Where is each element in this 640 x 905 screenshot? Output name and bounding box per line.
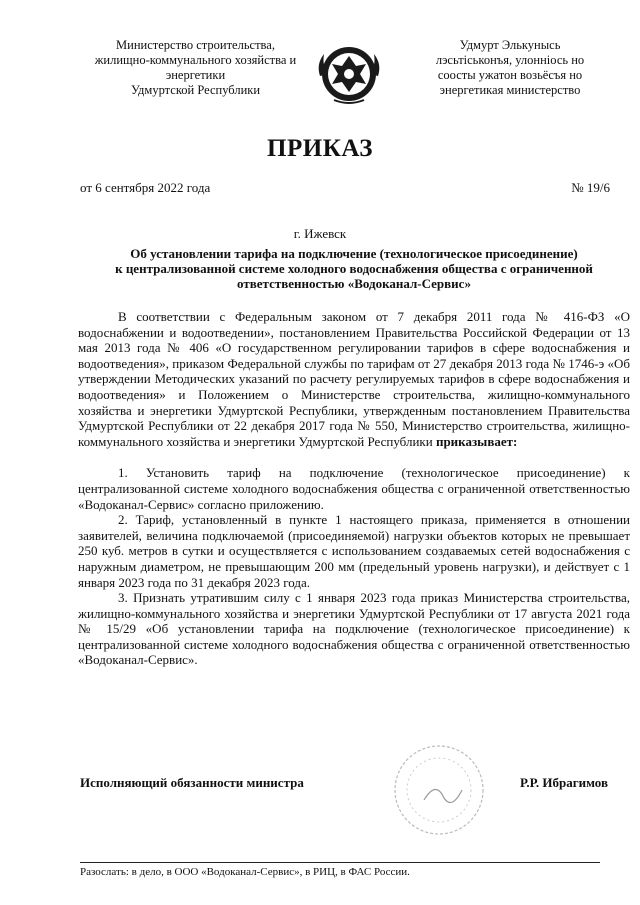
subject-line: к централизованной системе холодного водоснабжения общества с ограниченной — [115, 261, 593, 276]
signatory-name: Р.Р. Ибрагимов — [520, 775, 608, 790]
header-right-line: лэсьтiськонъя, улоннiось но — [435, 53, 585, 67]
subject-line: Об установлении тарифа на подключение (технологическое присоединение) — [130, 246, 578, 261]
header-left-line: жилищно-коммунального хозяйства и — [94, 53, 297, 67]
decree-word: приказывает: — [435, 433, 518, 449]
order-subject — [78, 246, 630, 291]
header-right-line: энергетикая министерство — [439, 83, 581, 97]
coat-of-arms-icon — [314, 42, 384, 106]
order-date: от 6 сентября 2022 года — [80, 180, 211, 195]
ministry-name-udmurt — [390, 38, 630, 98]
item-paragraph: 1. Установить тариф на подключение (технологическое присоединение) к централизованной системе холодного водоснабжения общества с ограниченной ответственностью «Водоканал-Сервис» согласно приложению. — [78, 465, 630, 512]
subject-line: ответственностью «Водоканал-Сервис» — [237, 276, 471, 291]
ministry-name-russian — [78, 38, 313, 98]
header-left-line: Удмуртской Республики — [130, 83, 261, 97]
document-title: ПРИКАЗ — [267, 135, 373, 162]
item-paragraph: 2. Тариф, установленный в пункте 1 настоящего приказа, применяется в отношении заявителей, величина подключаемой (присоединяемой) нагрузки объектов которых не превышает 250 куб. метров в сутки и осуществляется с использованием создаваемых сетей водоснабжения с наружным диаметром, не превышающим 200 мм (предельный уровень нагрузки), и действует с 1 января 2023 года по 31 декабря 2023 года. — [78, 512, 630, 590]
distribution-list: Разослать: в дело, в ООО «Водоканал-Сервис», в РИЦ, в ФАС России. — [80, 866, 410, 878]
official-stamp-icon — [384, 740, 494, 840]
preamble-paragraph — [78, 309, 630, 449]
header-right-line: Удмурт Элькунысь — [459, 38, 561, 52]
header-left-line: энергетики — [165, 68, 226, 82]
signatory-position: Исполняющий обязанности министра — [80, 775, 304, 790]
order-body — [78, 309, 630, 668]
header-right-line: соосты ужатон возьёсъя но — [437, 68, 583, 82]
preamble-text: В соответствии с Федеральным законом от 7 декабря 2011 года № 416-ФЗ «О водоснабжении и водоотведении», постановлением Правительства Российской Федерации от 13 мая 2013 года № 406 «О государственном регулировании тарифов в сфере водоснабжения и водоотведения», приказом Федеральной службы по тарифам от 27 декабря 2013 года № 1746-э «Об утверждении Методических указаний по расчету регулируемых тарифов в сфере водоснабжения и водоотведения» и Положением о Министерстве строительства, жилищно-коммунального хозяйства и энергетики Удмуртской Республики, утвержденным постановлением Правительства Удмуртской Республики от 22 декабря 2017 года № 550, Министерство строительства, жилищно-коммунального хозяйства и энергетики Удмуртской Республики — [78, 309, 630, 449]
footer-divider — [80, 862, 600, 863]
item-paragraph: 3. Признать утратившим силу с 1 января 2023 года приказ Министерства строительства, жилищно-коммунального хозяйства и энергетики Удмуртской Республики от 17 августа 2021 года № 15/29 «Об установлении тарифа на подключение (технологическое присоединение) к централизованной системе холодного водоснабжения общества с ограниченной ответственностью «Водоканал-Сервис». — [78, 590, 630, 668]
order-number: № 19/6 — [571, 180, 610, 195]
city: г. Ижевск — [293, 226, 347, 241]
header-left-line: Министерство строительства, — [116, 38, 275, 52]
